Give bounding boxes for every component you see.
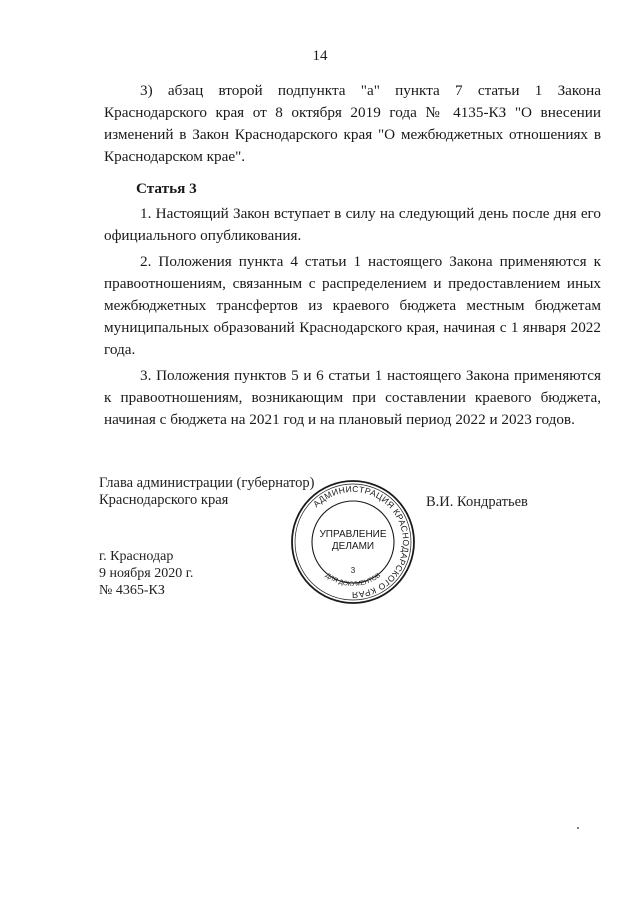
scan-speck [577,827,579,829]
law-date: 9 ноября 2020 г. [99,566,194,581]
signer-name: В.И. Кондратьев [426,494,528,510]
law-number: № 4365-КЗ [99,583,165,598]
intro-paragraph-block [104,80,601,168]
stamp-center-line2: ДЕЛАМИ [331,541,375,552]
article-paragraph-3: 3. Положения пунктов 5 и 6 статьи 1 настоящего Закона применяются к правоотношениям, возникающим при составлении краевого бюджета, начиная с бюджета на 2021 год и на плановый период 2022 и 2023 годов. [104,367,601,428]
page-number: 14 [312,48,328,64]
signature-title [99,475,315,509]
article-paragraph-2: 2. Положения пункта 4 статьи 1 настоящего Закона применяются к правоотношениям, связанным с распределением и предоставлением иных межбюджетных трансфертов из краевого бюджета местным бюджетам муниципальных образований Краснодарского края, начиная с 1 января 2022 года. [104,253,601,358]
signature-title-line2: Краснодарского края [99,492,229,508]
stamp-outer-text: АДМИНИСТРАЦИЯ КРАСНОДАРСКОГО КРАЯ [311,483,412,601]
place-city: г. Краснодар [99,549,174,564]
stamp-bottom-text: ДЛЯ ДОКУМЕНТОВ [323,571,383,588]
official-seal-stamp [288,477,418,607]
place-date-block [99,548,193,599]
signature-title-line1: Глава администрации (губернатор) [99,475,315,491]
article-section [104,178,601,435]
article-paragraph-1: 1. Настоящий Закон вступает в силу на следующий день после дня его официального опубликования. [104,205,601,244]
stamp-number: 3 [350,566,356,575]
stamp-center-line1: УПРАВЛЕНИЕ [319,529,387,540]
article-heading: Статья 3 [136,180,197,197]
intro-paragraph: 3) абзац второй подпункта "а" пункта 7 статьи 1 Закона Краснодарского края от 8 октября 2019 года № 4135-КЗ "О внесении изменений в Закон Краснодарского края "О межбюджетных отношениях в Краснодарском крае". [104,82,601,165]
